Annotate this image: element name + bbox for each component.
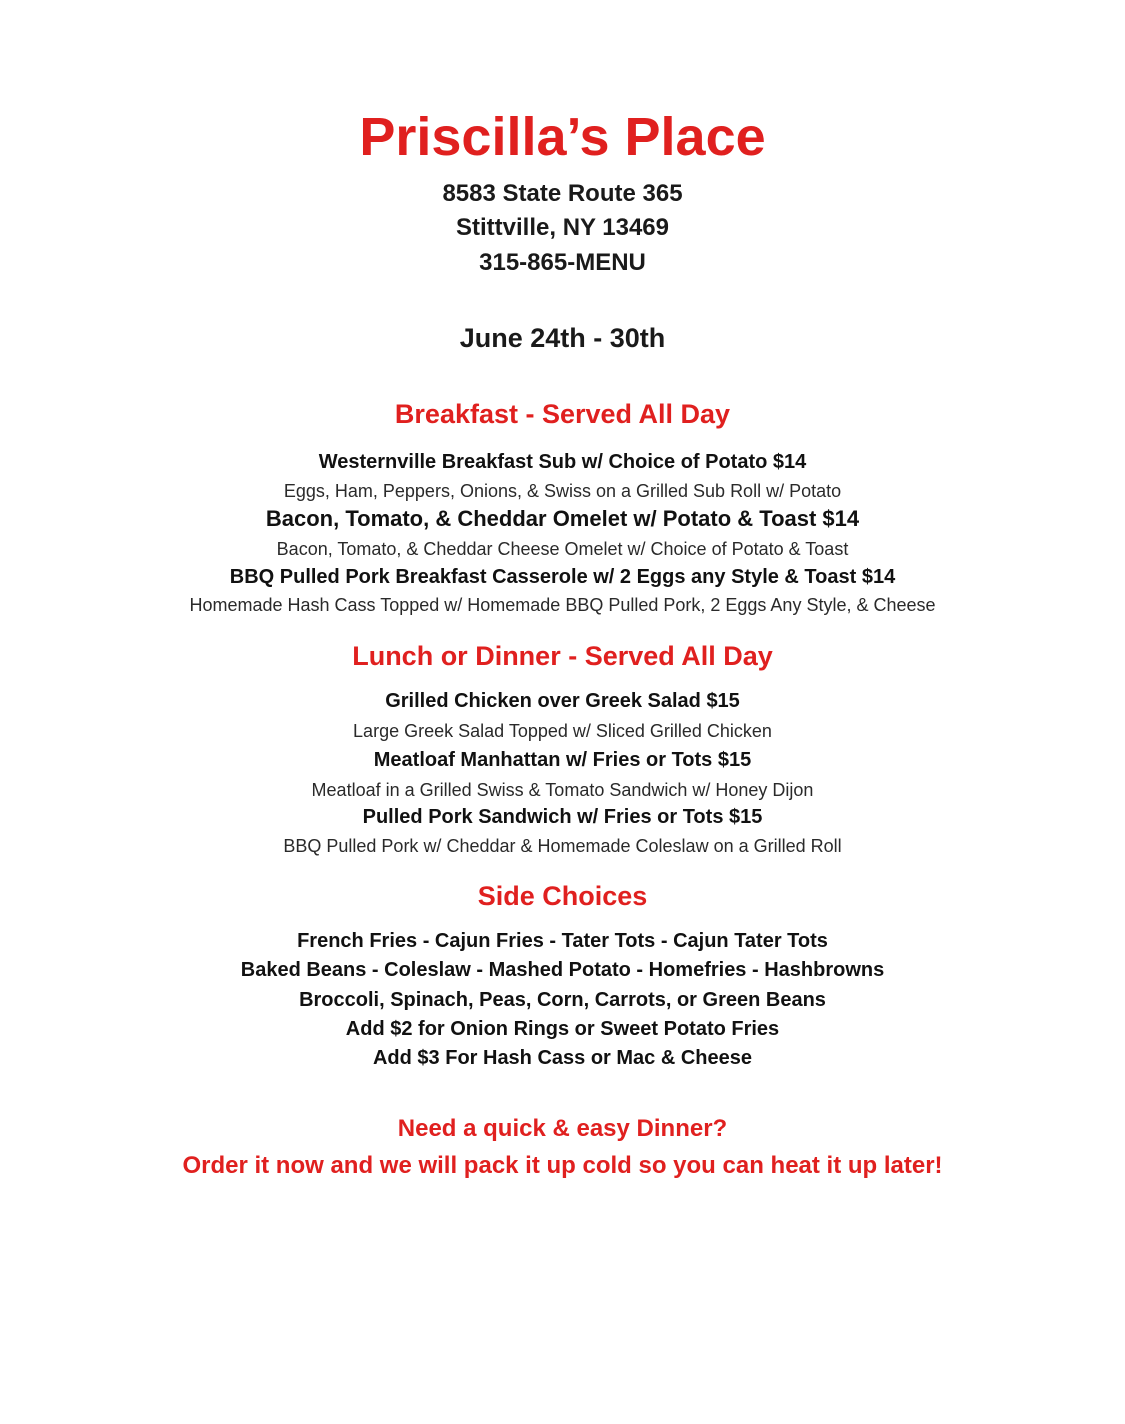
side-choices-line: French Fries - Cajun Fries - Tater Tots - Cajun Tater Tots [297, 930, 828, 952]
lunch-heading: Lunch or Dinner - Served All Day [352, 641, 773, 671]
lunch-item-description: Meatloaf in a Grilled Swiss & Tomato Sandwich w/ Honey Dijon [311, 780, 814, 800]
phone-number: 315-865-MENU [479, 249, 646, 276]
breakfast-item-description: Bacon, Tomato, & Cheddar Cheese Omelet w/ Choice of Potato & Toast [276, 539, 849, 559]
lunch-item-name: Grilled Chicken over Greek Salad $15 [385, 690, 740, 712]
breakfast-item-name: Bacon, Tomato, & Cheddar Omelet w/ Potato & Toast $14 [265, 506, 860, 531]
lunch-item-description: Large Greek Salad Topped w/ Sliced Grilled Chicken [353, 721, 772, 741]
breakfast-item-name: BBQ Pulled Pork Breakfast Casserole w/ 2 Eggs any Style & Toast $14 [229, 566, 896, 588]
side-choices-line: Broccoli, Spinach, Peas, Corn, Carrots, or Green Beans [299, 989, 826, 1011]
lunch-item-description: BBQ Pulled Pork w/ Cheddar & Homemade Coleslaw on a Grilled Roll [283, 836, 842, 856]
side-choices-line: Add $3 For Hash Cass or Mac & Cheese [372, 1047, 752, 1069]
address-line-2: Stittville, NY 13469 [456, 214, 669, 241]
side-choices-line: Baked Beans - Coleslaw - Mashed Potato - Homefries - Hashbrowns [240, 959, 885, 981]
lunch-item-name: Pulled Pork Sandwich w/ Fries or Tots $15 [362, 806, 763, 828]
promo-headline: Need a quick & easy Dinner? [397, 1115, 728, 1142]
breakfast-item-description: Eggs, Ham, Peppers, Onions, & Swiss on a Grilled Sub Roll w/ Potato [283, 481, 842, 501]
breakfast-item-name: Westernville Breakfast Sub w/ Choice of Potato $14 [318, 451, 807, 473]
address-line-1: 8583 State Route 365 [442, 180, 683, 207]
lunch-item-name: Meatloaf Manhattan w/ Fries or Tots $15 [373, 749, 752, 771]
breakfast-item-description: Homemade Hash Cass Topped w/ Homemade BBQ Pulled Pork, 2 Eggs Any Style, & Cheese [189, 595, 936, 615]
restaurant-name: Priscilla’s Place [359, 107, 766, 167]
sides-heading: Side Choices [477, 881, 648, 911]
side-choices-line: Add $2 for Onion Rings or Sweet Potato Fries [345, 1018, 780, 1040]
promo-message: Order it now and we will pack it up cold so you can heat it up later! [182, 1152, 943, 1179]
breakfast-heading: Breakfast - Served All Day [394, 399, 731, 429]
menu-week: June 24th - 30th [459, 323, 666, 353]
